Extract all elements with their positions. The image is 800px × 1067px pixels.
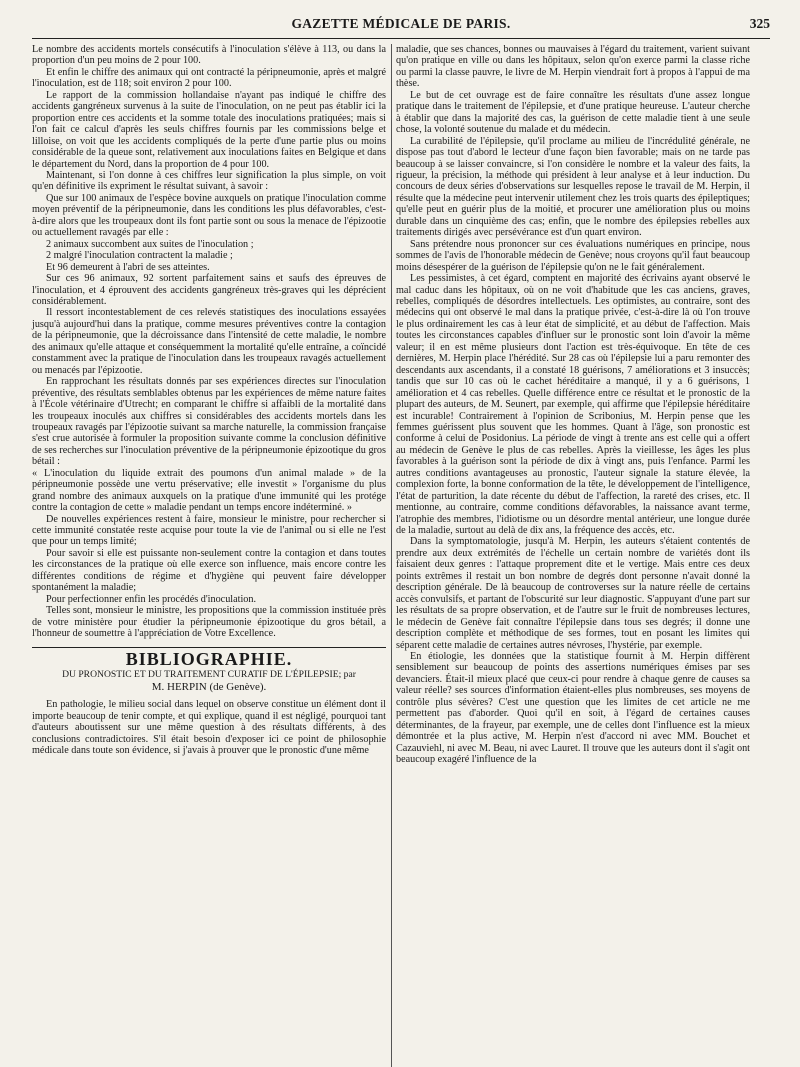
paragraph: Sans prétendre nous prononcer sur ces évaluations numériques en principe, nous sommes de l'avis de l'honorable médecin de Genève; nous croyons qu'il faut beaucoup moins désespérer de la guérison de l'épilepsie qu'on ne le fait généralement. xyxy=(396,238,750,273)
right-column xyxy=(396,44,750,766)
paragraph: Le rapport de la commission hollandaise n'ayant pas indiqué le chiffre des accidents gangréneux survenus à la suite de l'inoculation, on ne peut pas établir ici la proportion entre ces accidents et la somme totale des inoculations pratiquées; mais si l'on fait ce calcul d'après les seuls chiffres fournis par les commissions belge et lilloise, on voit que les accidents compliqués de la perte d'une partie plus ou moins considérable de la queue sont, relativement aux inoculations faites en Belgique et dans le département du Nord, dans la proportion de 4 pour 100. xyxy=(32,89,386,170)
page-number: 325 xyxy=(749,16,770,31)
paragraph: Sur ces 96 animaux, 92 sortent parfaitement sains et saufs des épreuves de l'inoculation, et 4 éprouvent des accidents gangréneux très-graves qui les déprécient considérablement. xyxy=(32,273,386,307)
paragraph: Le nombre des accidents mortels consécutifs à l'inoculation s'élève à 113, ou dans la proportion d'un peu moins de 2 pour 100. xyxy=(32,44,386,67)
list-item: 2 malgré l'inoculation contractent la maladie ; xyxy=(46,250,233,262)
paragraph: Le but de cet ouvrage est de faire connaître les résultats d'une assez longue pratique dans le traitement de l'épilepsie, et d'une pratique heureuse. L'auteur cherche à établir que dans la majorité des cas, la guérison de cette maladie tient à une seule chose, la volonté soutenue du malade et du médecin. xyxy=(396,89,750,136)
quote-text: « L'inoculation du liquide extrait des poumons d'un animal malade » de la péripneumonie possède une vertu préservative; elle investit » l'organisme du plus grand nombre des animaux auxquels on la pratique d'une immunité qui les protége contre la contagion de cette » maladie pendant un temps encore indéterminé. » xyxy=(32,467,386,514)
paragraph: Les pessimistes, à cet égard, comptent en majorité des écrivains ayant observé le mal caduc dans les hôpitaux, où on ne voit d'habitude que les cas anciens, graves, rebelles, compliqués de désordres intellectuels. Les optimistes, au contraire, sont des médecins qui ont observé le mal dans la pratique privée, c'est-à-dire là où l'on trouve le plus ordinairement les cas à leur état de simplicité, et au début de l'affection. Mais toutes les circonstances capables d'influer sur le pronostic sont loin d'avoir la même valeur; il en est même plusieurs dont l'action est très-équivoque. En tête de ces dernières, M. Herpin place l'hérédité. Sur 28 cas où l'épilepsie lui a paru remonter des descendants aux ascendants, il a constaté 18 guérisons, 7 améliorations et 3 insuccès; tandis que sur 10 cas où le cachet héréditaire a manqué, il y a 6 guérisons, 1 amélioration et 4 cas rebelles. Quelle différence entre ce résultat et le pronostic de la plupart des auteurs, de M. Seunert, par exemple, qui affirme que l'épilepsie héréditaire est incurable! Contrairement à l'opinion de Scribonius, M. Herpin pense que les femmes guérissent plus souvent que les hommes. Quant à l'âge, son pronostic est conforme à celui de Posidonius. La période de vingt à trente ans est celle qui a offert au médecin de Genève le plus de cas rebelles. Après la vieillesse, les âges les plus favorables à la guérison sont la période de dix à vingt ans, puis l'enfance. Parmi les autres conditions avantageuses au pronostic, l'auteur signale la stature élevée, la complexion forte, la bonne conformation de la tête, le développement de l'intelligence, l'état de parturition, la date récente du début de l'affection, la rareté des crises, etc. Il mentionne, au contraire, comme conditions défavorables, la naissance avant terme, l'atrophie des membres, l'idiotisme ou un désordre mental antérieur, une longue durée de la maladie, surtout au delà de dix ans, la fréquence des accès, etc. xyxy=(396,273,750,537)
running-header xyxy=(32,16,770,34)
paragraph: En étiologie, les données que la statistique fournit à M. Herpin diffèrent sensiblement sur beaucoup de points des assertions numériques émises par ses devanciers. Était-il mieux placé que ceux-ci pour rendre à chaque genre de causes sa valeur réelle? ses sources d'information étaient-elles plus nombreuses, ses moyens de contrôle plus sévères? C'est une question que les limites de cet article ne me permettent pas d'aborder. Quoi qu'il en soit, à l'égard de certaines causes déterminantes, de la frayeur, par exemple, une de celles dont l'influence est la mieux démontrée et la plus active, M. Herpin n'est d'accord ni avec MM. Bouchet et Cazauviehl, ni avec M. Beau, ni avec Lauret. Il trouve que les auteurs dont il s'agit ont beaucoup exagéré l'influence de la xyxy=(396,651,750,766)
paragraph: Il ressort incontestablement de ces relevés statistiques des inoculations essayées jusqu'à aujourd'hui dans la pratique, comme mesures préventives contre la contagion de la péripneumonie, que la décroissance dans l'intensité de cette maladie, le nombre des animaux qu'elle attaque et conséquemment la mortalité qu'elle entraîne, a coïncidé constamment avec la pratique de l'inoculation dans les troupeaux ravagés actuellement ou menacés par l'épizootie. xyxy=(32,307,386,376)
column-divider xyxy=(391,44,392,1067)
paragraph: En pathologie, le milieu social dans lequel on observe constitue un élément dont il importe beaucoup de tenir compte, et qui explique, quand il est négligé, pourquoi tant d'auteurs aboutissent sur une même question à des résultats différents, à des conclusions contradictoires. S'il était besoin d'exposer ici ce point de philosophie médicale dans toute son évidence, si j'avais à prouver que le pronostic d'une même xyxy=(32,699,386,757)
journal-title: GAZETTE MÉDICALE DE PARIS. xyxy=(291,16,511,31)
list-item: 2 animaux succombent aux suites de l'inoculation ; xyxy=(46,238,254,250)
paragraph: Maintenant, si l'on donne à ces chiffres leur signification la plus simple, on voit qu'en définitive ils expriment le résultat suivant, à savoir : xyxy=(32,169,386,193)
left-column xyxy=(32,44,386,757)
paragraph: Telles sont, monsieur le ministre, les propositions que la commission instituée près de votre ministère pour étudier la péripneumonie épizootique du gros bétail, a l'honneur de soumettre à l'appréciation de Votre Excellence. xyxy=(32,605,386,640)
paragraph: Dans la symptomatologie, jusqu'à M. Herpin, les auteurs s'étaient contentés de prendre aux deux extrémités de l'échelle un certain nombre de variétés dont ils faisaient deux genres : l'attaque proprement dite et le vertige. Mais entre ces deux points extrêmes il restait un bon nombre de degrés dont personne n'avait donné la description générale. De là beaucoup de controverses sur la nature réelle de certains accès convulsifs, et partant de l'obscurité sur leur diagnostic. S'appuyant d'une part sur les résultats de sa propre observation, et de l'autre sur le fruit de nombreuses lectures, le médecin de Genève fait connaître l'épilepsie dans tous ses degrés; il donne une description complète et méthodique de ses formes, tout en posant les limites qui séparent cette maladie de certaines autres névroses, l'hystérie, par exemple. xyxy=(396,536,750,651)
paragraph: Pour perfectionner enfin les procédés d'inoculation. xyxy=(46,593,257,605)
paragraph: Pour savoir si elle est puissante non-seulement contre la contagion et dans toutes les circonstances de la pratique où elle exerce son influence, mais encore contre les différentes conditions de régime et d'hygiène qui peuvent faire développer spontanément la maladie; xyxy=(32,547,386,594)
bibliography-heading: BIBLIOGRAPHIE. xyxy=(125,648,293,669)
section-rule xyxy=(32,647,386,648)
paragraph: Et enfin le chiffre des animaux qui ont contracté la péripneumonie, après et malgré l'inoculation, est de 118; soit environ 2 pour 100. xyxy=(32,66,386,90)
commission-conclusion-quote xyxy=(32,468,386,514)
article-title: DU PRONOSTIC ET DU TRAITEMENT CURATIF DE L'ÉPILEPSIE; par xyxy=(62,669,356,681)
paragraph: En rapprochant les résultats donnés par ses expériences directes sur l'inoculation préventive, des résultats semblables obtenus par les expériences de même nature faites à l'École vétérinaire d'Utrecht; en comparant le chiffre si affaibli de la mortalité dans les troupeaux inoculés aux chiffres si considérables des accidents mortels dans les troupeaux ravagés par l'épizootie suivant sa marche naturelle, la commission française s'est crue autorisée à formuler la proposition suivante comme la conclusion définitive de ses recherches sur l'inoculation préventive de la péripneumonie épizootique du gros bétail : xyxy=(32,376,386,468)
paragraph: maladie, que ses chances, bonnes ou mauvaises à l'égard du traitement, varient suivant qu'on pratique en ville ou dans les hôpitaux, selon qu'on exerce parmi la classe riche ou parmi la classe pauvre, le livre de M. Herpin viendrait fort à propos à l'appui de ma thèse. xyxy=(396,44,750,90)
article-author: M. HERPIN (de Genève). xyxy=(151,681,267,694)
paragraph: Que sur 100 animaux de l'espèce bovine auxquels on pratique l'inoculation comme moyen préventif de la péripneumonie, dans les conditions les plus défavorables, c'est-à-dire alors que les troupeaux dont ils font partie sont ou sous la menace de l'épizootie ou actuellement ravagés par elle : xyxy=(32,192,386,239)
list-item: Et 96 demeurent à l'abri de ses atteintes. xyxy=(46,261,210,273)
paragraph: De nouvelles expériences restent à faire, monsieur le ministre, pour rechercher si cette immunité constatée reste acquise pour toute la vie de l'animal ou si elle ne l'est que pour un temps limité; xyxy=(32,513,386,548)
header-rule xyxy=(32,38,770,39)
paragraph: La curabilité de l'épilepsie, qu'il proclame au milieu de l'incrédulité générale, ne dispose pas tout d'abord le lecteur d'une façon bien favorable; mais on ne tarde pas beaucoup à se laisser convaincre, si l'on considère le nombre et la valeur des faits, la rigueur, la précision, la méthode qui président à leur analyse et à leur induction. Du concours de deux séries d'observations sur lesquelles repose le travail de M. Herpin, il résulte que la médecine peut intervenir utilement chez les trois quarts des épileptiques; qu'elle peut en guérir plus de la moitié, et procurer une amélioration plus ou moins durable dans un cinquième des cas; enfin, que le nombre des épilepsies rebelles aux traitements dirigés avec persévérance est d'un quart environ. xyxy=(396,135,750,239)
